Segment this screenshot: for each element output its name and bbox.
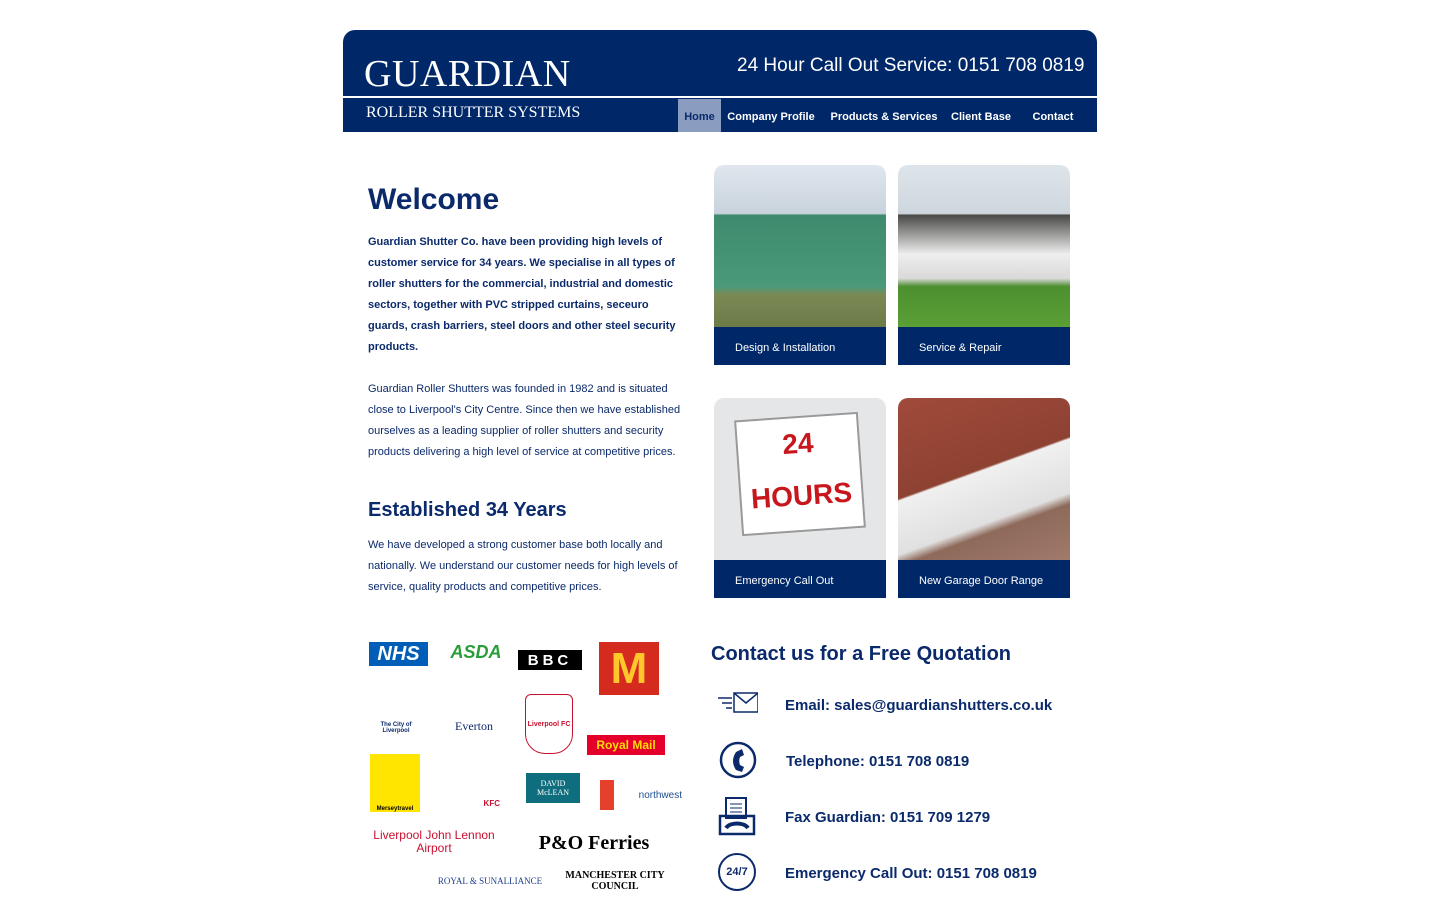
van-photo (898, 165, 1070, 327)
client-logo-kfc: KFC (483, 799, 500, 808)
24-hours-sign-photo (714, 398, 886, 560)
tile-label: Service & Repair (898, 327, 1070, 365)
client-logo-liverpool-fc: Liverpool FC (525, 694, 573, 754)
client-logo-royal-mail: Royal Mail (587, 735, 665, 755)
client-logo-po-ferries: P&O Ferries (538, 831, 650, 854)
email-icon (718, 688, 758, 728)
nav-client-base[interactable]: Client Base (951, 111, 1011, 123)
tagline: ROLLER SHUTTER SYSTEMS (366, 104, 581, 121)
24-hours-text: 24 HOURS (734, 412, 866, 536)
logo[interactable]: GUARDIAN (364, 53, 571, 95)
contact-email[interactable]: Email: sales@guardianshutters.co.uk (785, 697, 1053, 714)
header-divider (343, 96, 1097, 98)
contact-fax: Fax Guardian: 0151 709 1279 (785, 809, 991, 826)
established-title: Established 34 Years (368, 499, 567, 521)
welcome-title: Welcome (368, 183, 500, 216)
client-logo-asda: ASDA (450, 641, 502, 662)
nav-products-services[interactable]: Products & Services (830, 111, 938, 123)
tile-label: Emergency Call Out (714, 560, 886, 598)
client-logo-royal-sunalliance: ROYAL & SUNALLIANCE (437, 876, 543, 886)
client-logo-david-mclean: DAVID McLEAN (526, 773, 580, 803)
client-logo-everton: Everton (455, 719, 493, 733)
client-logo-nhs: NHS (369, 642, 428, 666)
telephone-icon (718, 740, 758, 780)
fax-icon (718, 796, 758, 836)
nav-contact[interactable]: Contact (1032, 111, 1074, 123)
client-logo-bbc: BBC (518, 650, 582, 670)
emergency-24-7-icon: 24/7 (718, 853, 756, 891)
client-logo-liverpool-airport: Liverpool John Lennon Airport (373, 828, 495, 855)
tile-design-installation[interactable] (714, 165, 886, 365)
nav-company-profile[interactable]: Company Profile (727, 111, 815, 123)
contact-emergency[interactable]: Emergency Call Out: 0151 708 0819 (785, 865, 1037, 882)
client-logo-merseytravel: Merseytravel (370, 754, 420, 812)
contact-title: Contact us for a Free Quotation (711, 643, 1012, 665)
client-logo-manchester-city-council: MANCHESTER CITY COUNCIL (565, 870, 665, 892)
client-logo-city-of-liverpool: The City of Liverpool (380, 722, 412, 734)
client-logo-northwest: northwest (600, 780, 682, 810)
tile-label: New Garage Door Range (898, 560, 1070, 598)
client-logo-mcdonalds: M (599, 642, 659, 695)
nav-home[interactable]: Home (678, 99, 721, 132)
welcome-intro: Guardian Shutter Co. have been providing high levels of customer service for 34 years. We specialise in all types of roller shutters for the commercial, industrial and domestic sectors, together with PVC stripped curtains, seceuro guards, crash barriers, steel doors and other steel security products. (368, 236, 676, 353)
callout-phone: 24 Hour Call Out Service: 0151 708 0819 (737, 55, 1085, 76)
garage-photo (898, 398, 1070, 560)
tile-emergency-call-out[interactable] (714, 398, 886, 598)
tile-service-repair[interactable] (898, 165, 1070, 365)
welcome-body: Guardian Roller Shutters was founded in 1982 and is situated close to Liverpool's City Centre. Since then we have established ourselves as a leading supplier of roller shutters and security products delivering a high level of service at competitive prices. (368, 383, 681, 458)
established-body: We have developed a strong customer base both locally and nationally. We understand our customer needs for high levels of service, quality products and competitive prices. (368, 539, 678, 593)
shutter-photo (714, 165, 886, 327)
contact-telephone[interactable]: Telephone: 0151 708 0819 (786, 753, 970, 770)
tile-garage-door-range[interactable] (898, 398, 1070, 598)
tile-label: Design & Installation (714, 327, 886, 365)
